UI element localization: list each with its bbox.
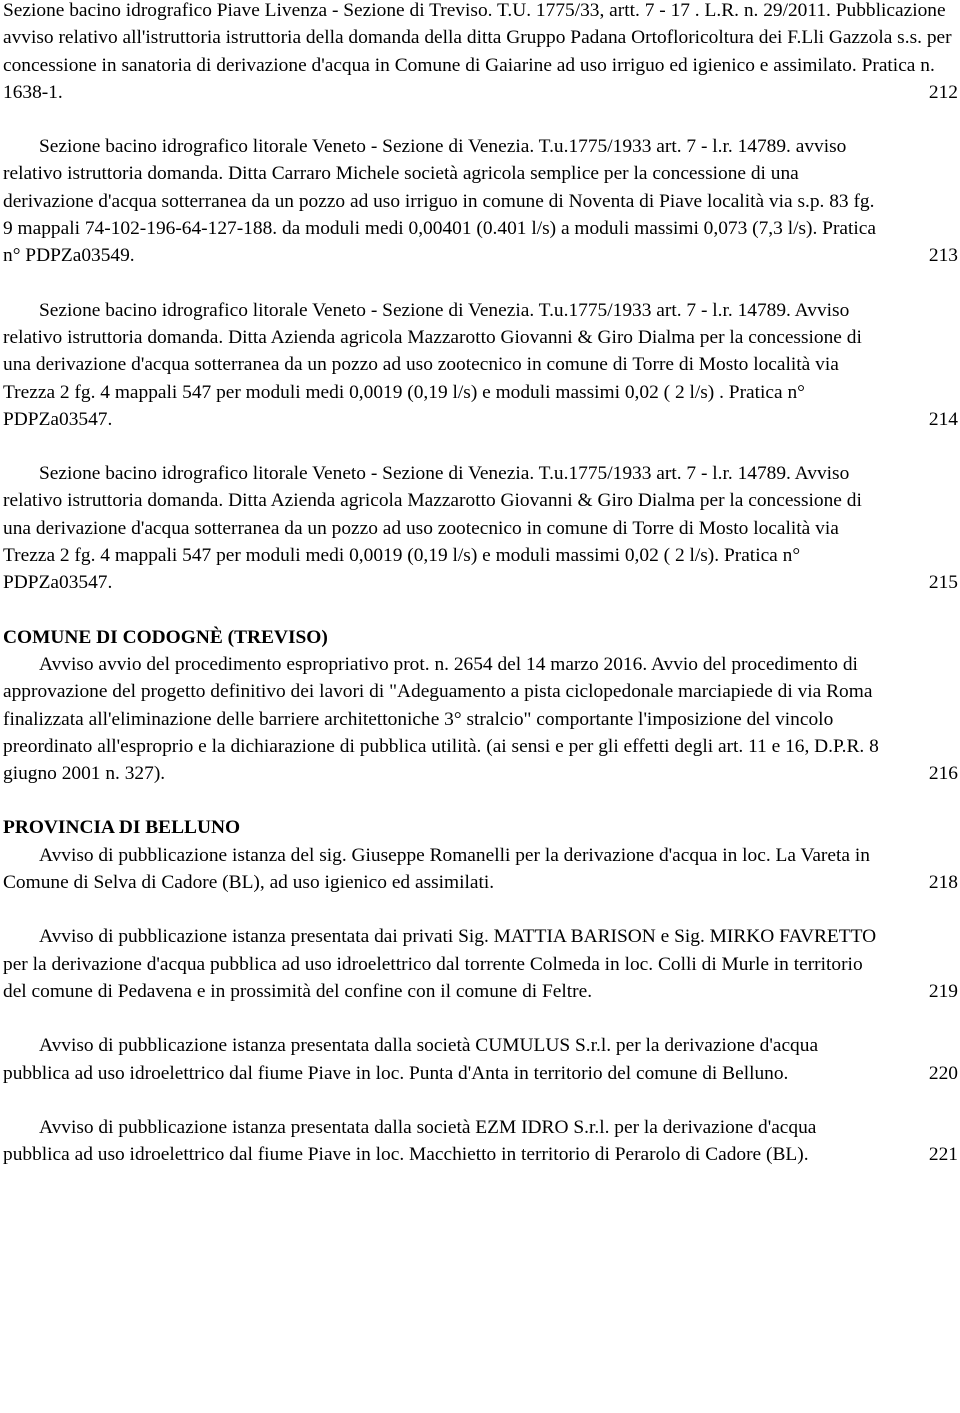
page-number: 216: [928, 763, 958, 785]
section-heading: COMUNE DI CODOGNÈ (TREVISO): [3, 626, 328, 648]
index-page: [3, 0, 958, 1168]
entry-text: Sezione bacino idrografico Piave Livenza - Sezione di Treviso. T.U. 1775/33, artt. 7 - 17 . L.R. n. 29/2011. Pubblicazione avviso relativo all'istruttoria istruttoria della domanda della ditta Gruppo Padana Ortofloricoltura dei F.Lli Gazzola s.s. per concessione in sanatoria di derivazione d'acqua in Comune di Gaiarine ad uso irriguo ed igienico e assimilato. Pratica n. 1638-1.: [3, 0, 952, 103]
page-number: 218: [928, 872, 958, 894]
index-entry[interactable]: [3, 133, 958, 269]
entry-text: Sezione bacino idrografico litorale Veneto - Sezione di Venezia. T.u.1775/1933 art. 7 - l.r. 14789. Avviso relativo istruttoria domanda. Ditta Azienda agricola Mazzarotto Giovanni & Giro Dialma per la concessione di una derivazione d'acqua sotterranea da un pozzo ad uso zootecnico in comune di Torre di Mosto località via Trezza 2 fg. 4 mappali 547 per moduli medi 0,0019 (0,19 l/s) e moduli massimi 0,02 ( 2 l/s). Pratica n° PDPZa03547.: [3, 463, 862, 594]
entry-text: Sezione bacino idrografico litorale Veneto - Sezione di Venezia. T.u.1775/1933 art. 7 - l.r. 14789. avviso relativo istruttoria domanda. Ditta Carraro Michele società agricola semplice per la concessione di una derivazione d'acqua sotterranea da un pozzo ad uso irriguo in comune di Noventa di Piave località via s.p. 83 fg. 9 mappali 74-102-196-64-127-188. da moduli medi 0,00401 (0.401 l/s) a moduli massimi 0,073 (7,3 l/s). Pratica n° PDPZa03549.: [3, 136, 877, 267]
entry-text: Avviso di pubblicazione istanza del sig. Giuseppe Romanelli per la derivazione d'acqua in loc. La Vareta in Comune di Selva di Cadore (BL), ad uso igienico ed assimilati.: [3, 844, 870, 894]
entry-text: Avviso avvio del procedimento espropriativo prot. n. 2654 del 14 marzo 2016. Avvio del procedimento di approvazione del progetto definitivo dei lavori di "Adeguamento a pista ciclopedonale marciapiede di via Roma finalizzata all'eliminazione delle barriere architettoniche 3° stralcio" comportante l'imposizione del vincolo preordinato all'esproprio e la dichiarazione di pubblica utilità. (ai sensi e per gli effetti degli art. 11 e 16, D.P.R. 8 giugno 2001 n. 327).: [3, 653, 879, 785]
entry-text: Avviso di pubblicazione istanza presentata dalla società CUMULUS S.r.l. per la derivazione d'acqua pubblica ad uso idroelettrico dal fiume Piave in loc. Punta d'Anta in territorio del comune di Belluno.: [3, 1035, 819, 1084]
index-entry[interactable]: [3, 297, 958, 433]
page-number: 215: [928, 572, 958, 594]
index-entry[interactable]: [3, 460, 958, 596]
page-number: 220: [928, 1062, 958, 1084]
index-entry[interactable]: [3, 923, 958, 1005]
page-number: 214: [928, 408, 958, 430]
entry-text: Avviso di pubblicazione istanza presentata dai privati Sig. MATTIA BARISON e Sig. MIRKO FAVRETTO per la derivazione d'acqua pubblica ad uso idroelettrico dal torrente Colmeda in loc. Colli di Murle in territorio del comune di Pedavena e in prossimità del confine con il comune di Feltre.: [3, 926, 877, 1002]
section-comune-codogne: [3, 624, 958, 788]
section-veneto-basins: [3, 0, 958, 597]
section-heading: PROVINCIA DI BELLUNO: [3, 817, 241, 839]
index-entry[interactable]: [3, 651, 958, 787]
index-entry[interactable]: [3, 842, 958, 897]
page-number: 212: [928, 81, 958, 103]
index-entry[interactable]: [3, 0, 958, 106]
section-provincia-belluno: [3, 814, 958, 1168]
page-number: 213: [928, 245, 958, 267]
entry-text: Avviso di pubblicazione istanza presentata dalla società EZM IDRO S.r.l. per la derivazione d'acqua pubblica ad uso idroelettrico dal fiume Piave in loc. Macchietto in territorio di Perarolo di Cadore (BL).: [3, 1116, 817, 1166]
index-entry[interactable]: [3, 1114, 958, 1169]
index-entry[interactable]: [3, 1032, 958, 1087]
page-number: 219: [928, 980, 958, 1002]
page-number: 221: [928, 1144, 958, 1166]
entry-text: Sezione bacino idrografico litorale Veneto - Sezione di Venezia. T.u.1775/1933 art. 7 - l.r. 14789. Avviso relativo istruttoria domanda. Ditta Azienda agricola Mazzarotto Giovanni & Giro Dialma per la concessione di una derivazione d'acqua sotterranea da un pozzo ad uso zootecnico in comune di Torre di Mosto località via Trezza 2 fg. 4 mappali 547 per moduli medi 0,0019 (0,19 l/s) e moduli massimi 0,02 ( 2 l/s) . Pratica n° PDPZa03547.: [3, 299, 862, 430]
